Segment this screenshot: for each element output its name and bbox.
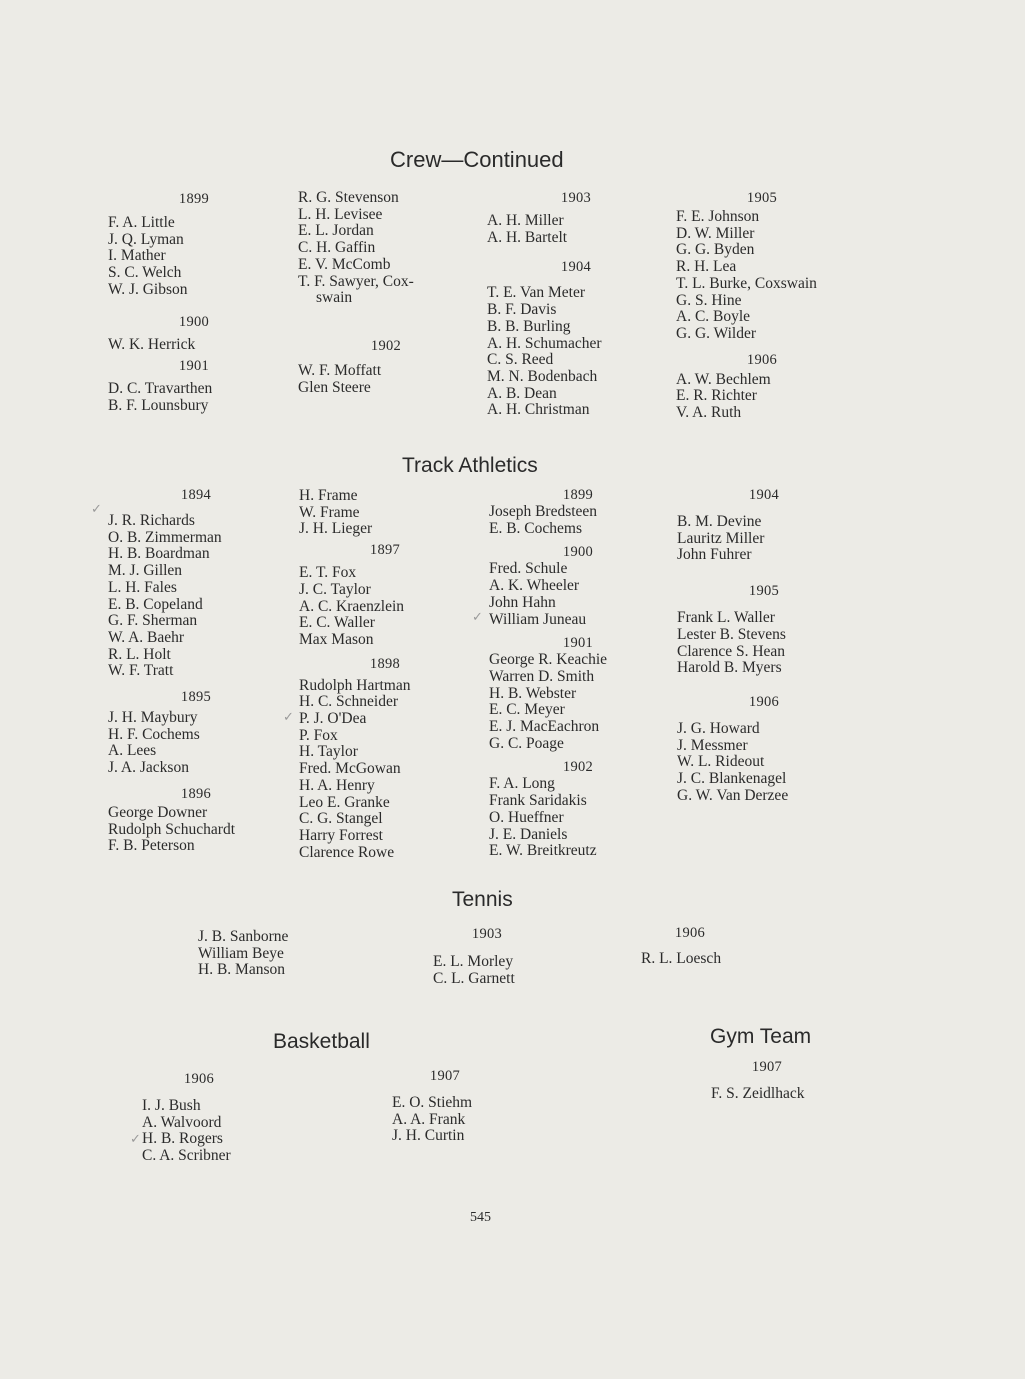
name-list: [676, 209, 848, 343]
name: C. H. Gaffin: [298, 239, 376, 257]
name: H. A. Henry: [299, 776, 375, 794]
name: J. H. Maybury: [108, 709, 198, 727]
name: Frank L. Waller: [677, 609, 775, 627]
year-label: 1901: [562, 635, 594, 652]
name: Joseph Bredsteen: [489, 503, 598, 520]
name: W. J. Gibson: [108, 280, 188, 298]
name: G. F. Sherman: [108, 612, 198, 630]
name: G. C. Poage: [489, 734, 564, 752]
year-label: 1900: [178, 313, 210, 330]
name: F. S. Zeidlhack: [711, 1085, 805, 1102]
name: A. K. Wheeler: [489, 577, 580, 595]
name: Lester B. Stevens: [677, 625, 786, 643]
name: E. C. Waller: [299, 614, 375, 632]
name: E. L. Jordan: [298, 222, 374, 240]
tennis-heading: Tennis: [452, 888, 513, 911]
name: Fred. Schule: [489, 560, 568, 578]
name-list: [489, 652, 667, 752]
name-list: [641, 951, 739, 968]
year-label: 1902: [562, 759, 594, 776]
year-label: 1898: [369, 655, 401, 672]
name: M. N. Bodenbach: [487, 367, 598, 385]
checkmark-icon: ✓: [130, 1132, 141, 1147]
name: A. H. Schumacher: [487, 334, 602, 352]
name: H. B. Rogers: [142, 1130, 223, 1148]
name: F. E. Johnson: [676, 208, 760, 225]
year-label: 1902: [370, 337, 402, 354]
name: E. W. Breitkreutz: [489, 842, 597, 860]
name: M. J. Gillen: [108, 562, 183, 580]
name: R. G. Stevenson: [298, 189, 399, 206]
crew-col-3: [487, 189, 665, 419]
page-number: 545: [470, 1210, 491, 1225]
name: L. H. Levisee: [298, 205, 383, 223]
name: H. Frame: [299, 487, 358, 504]
name: I. J. Bush: [142, 1097, 201, 1114]
basketball-heading: Basketball: [273, 1030, 370, 1053]
track-col-1: [108, 486, 284, 855]
name: A. A. Frank: [392, 1110, 466, 1128]
name: W. L. Rideout: [677, 753, 765, 771]
name: H. B. Boardman: [108, 545, 210, 563]
name-list: [108, 513, 284, 680]
name: T. L. Burke, Coxswain: [676, 274, 817, 292]
name: Harry Forrest: [299, 826, 383, 844]
checkmark-icon: ✓: [472, 610, 483, 625]
checkmark-icon: ✓: [283, 710, 294, 725]
name: Rudolph Hartman: [299, 676, 411, 694]
name: E. T. Fox: [299, 564, 357, 582]
year-label: 1906: [748, 693, 780, 710]
name: E. B. Cochems: [489, 519, 582, 537]
name: J. B. Sanborne: [198, 928, 289, 945]
crew-col-4: [676, 189, 848, 422]
year-label: 1896: [180, 785, 212, 802]
name: P. J. O'Dea: [299, 710, 367, 728]
name: W. Frame: [299, 503, 360, 521]
name: G. W. Van Derzee: [677, 786, 789, 804]
name: H. C. Schneider: [299, 693, 399, 711]
name: H. F. Cochems: [108, 725, 200, 743]
track-heading: Track Athletics: [402, 454, 538, 477]
name: A. H. Miller: [487, 212, 564, 229]
name: Lauritz Miller: [677, 529, 765, 547]
year-label: 1895: [180, 689, 212, 706]
track-col-2: [299, 488, 471, 861]
name: J. A. Jackson: [108, 759, 189, 777]
name: J. H. Lieger: [299, 520, 373, 538]
name: W. F. Tratt: [108, 662, 174, 680]
name-list: [299, 678, 471, 862]
name: P. Fox: [299, 726, 338, 744]
track-col-4: [677, 486, 851, 804]
name: John Hahn: [489, 593, 556, 611]
year-label: 1897: [369, 542, 401, 559]
name: R. H. Lea: [676, 258, 737, 276]
name: B. M. Devine: [677, 513, 762, 530]
name: O. Hueffner: [489, 808, 564, 826]
year-label: 1900: [562, 544, 594, 561]
name-list: [108, 805, 284, 855]
name: D. C. Travarthen: [108, 380, 213, 398]
name: S. C. Welch: [108, 264, 182, 282]
year-label: 1904: [560, 259, 592, 276]
name: G. G. Byden: [676, 241, 755, 259]
name: E. J. MacEachron: [489, 718, 600, 736]
name-list: [489, 504, 667, 537]
name: F. B. Peterson: [108, 837, 195, 855]
name: A. C. Kraenzlein: [299, 597, 405, 615]
name: C. G. Stangel: [299, 810, 383, 828]
name: C. S. Reed: [487, 351, 554, 369]
name: F. A. Long: [489, 775, 555, 793]
name: Rudolph Schuchardt: [108, 820, 235, 838]
checkmark-icon: ✓: [91, 502, 102, 517]
name: J. R. Richards: [108, 512, 195, 529]
tennis-col-2: [433, 925, 541, 987]
name-list: [677, 721, 851, 805]
name: Leo E. Granke: [299, 793, 390, 811]
name-list: [142, 1098, 262, 1165]
gym-team-col: [711, 1058, 823, 1103]
crew-heading: Crew—Continued: [390, 147, 564, 172]
name: J. H. Curtin: [392, 1127, 465, 1145]
gym-team-heading: Gym Team: [710, 1025, 812, 1048]
name: George Downer: [108, 803, 208, 821]
year-label: 1907: [751, 1059, 783, 1075]
name-list: [392, 1095, 498, 1145]
name: B. F. Davis: [487, 301, 557, 319]
name: H. Taylor: [299, 743, 358, 761]
name: J. E. Daniels: [489, 825, 568, 843]
name: C. L. Garnett: [433, 969, 515, 987]
name-list: [677, 610, 851, 677]
name: T. F. Sawyer, Cox-: [298, 272, 414, 290]
name: W. K. Herrick: [108, 335, 196, 353]
name: E. O. Stiehm: [392, 1094, 473, 1111]
name: A. Lees: [108, 742, 157, 760]
name-list: [298, 363, 468, 396]
year-label: 1903: [471, 926, 503, 942]
name: Glen Steere: [298, 378, 371, 396]
name: Clarence Rowe: [299, 843, 395, 861]
name: E. L. Morley: [433, 953, 514, 970]
name-list: [299, 488, 471, 538]
name: G. G. Wilder: [676, 324, 757, 342]
year-label: 1904: [748, 487, 780, 503]
name: Fred. McGowan: [299, 760, 401, 778]
name: A. H. Bartelt: [487, 228, 568, 246]
name: D. W. Miller: [676, 224, 755, 242]
name: A. B. Dean: [487, 384, 557, 402]
name: I. Mather: [108, 247, 166, 265]
name: R. L. Loesch: [641, 950, 722, 967]
name: J. Q. Lyman: [108, 230, 184, 248]
year-label: 1905: [748, 583, 780, 600]
name-list: [711, 1086, 823, 1103]
year-label: 1907: [429, 1068, 461, 1084]
name: H. B. Manson: [198, 961, 285, 979]
basketball-col-2: [392, 1067, 498, 1145]
name: E. B. Copeland: [108, 595, 203, 613]
year-label: 1906: [183, 1071, 215, 1087]
name: A. C. Boyle: [676, 308, 751, 326]
name: E. R. Richter: [676, 387, 757, 405]
crew-col-1: [108, 190, 280, 415]
name-list: [108, 337, 280, 354]
name: G. S. Hine: [676, 291, 742, 309]
name: V. A. Ruth: [676, 404, 742, 422]
name: E. V. McComb: [298, 255, 391, 273]
year-label: 1906: [746, 351, 778, 368]
name: H. B. Webster: [489, 684, 577, 702]
name: A. Walvoord: [142, 1113, 222, 1131]
name: J. G. Howard: [677, 719, 760, 737]
year-label: 1894: [180, 487, 212, 503]
name-list: [489, 776, 667, 860]
name: W. A. Baehr: [108, 628, 185, 646]
name-list: [487, 213, 665, 246]
name-list: [676, 372, 848, 422]
name-list: [108, 710, 284, 777]
name-list: [433, 954, 541, 987]
name: John Fuhrer: [677, 546, 752, 564]
name: Harold B. Myers: [677, 659, 782, 677]
name: Max Mason: [299, 630, 374, 648]
name-list: [298, 190, 468, 307]
name-continuation: swain: [316, 289, 353, 307]
year-label: 1901: [178, 358, 210, 375]
name: J. C. Taylor: [299, 580, 371, 598]
track-col-3: [489, 486, 667, 860]
name: C. A. Scribner: [142, 1147, 231, 1165]
name: B. B. Burling: [487, 317, 571, 335]
name-list: [108, 381, 280, 414]
year-label: 1906: [674, 925, 706, 941]
year-label: 1903: [560, 190, 592, 206]
name-list: [198, 929, 358, 979]
name: Warren D. Smith: [489, 667, 595, 685]
name: R. L. Holt: [108, 645, 171, 663]
name: W. F. Moffatt: [298, 361, 382, 379]
tennis-col-1: [198, 929, 358, 979]
name: B. F. Lounsbury: [108, 396, 209, 414]
name-list: [489, 561, 667, 628]
name: J. Messmer: [677, 736, 748, 754]
name: A. W. Bechlem: [676, 370, 771, 388]
crew-col-2: [298, 190, 468, 396]
name: A. H. Christman: [487, 401, 590, 419]
name: J. C. Blankenagel: [677, 770, 787, 788]
year-label: 1905: [746, 190, 778, 206]
name: T. E. Van Meter: [487, 284, 585, 302]
name-list: [108, 215, 280, 299]
name-list: [677, 514, 851, 564]
name: F. A. Little: [108, 214, 175, 231]
name: L. H. Fales: [108, 578, 177, 596]
name: O. B. Zimmerman: [108, 528, 222, 546]
year-label: 1899: [562, 487, 594, 503]
name: E. C. Meyer: [489, 701, 565, 719]
name: Frank Saridakis: [489, 792, 587, 810]
name: George R. Keachie: [489, 651, 608, 669]
basketball-col-1: [142, 1070, 262, 1165]
name-list: [487, 285, 665, 419]
name-list: [299, 565, 471, 649]
name: Clarence S. Hean: [677, 642, 786, 660]
name: William Beye: [198, 944, 284, 962]
year-label: 1899: [178, 191, 210, 207]
tennis-col-3: [641, 924, 739, 968]
name: William Juneau: [489, 610, 587, 628]
